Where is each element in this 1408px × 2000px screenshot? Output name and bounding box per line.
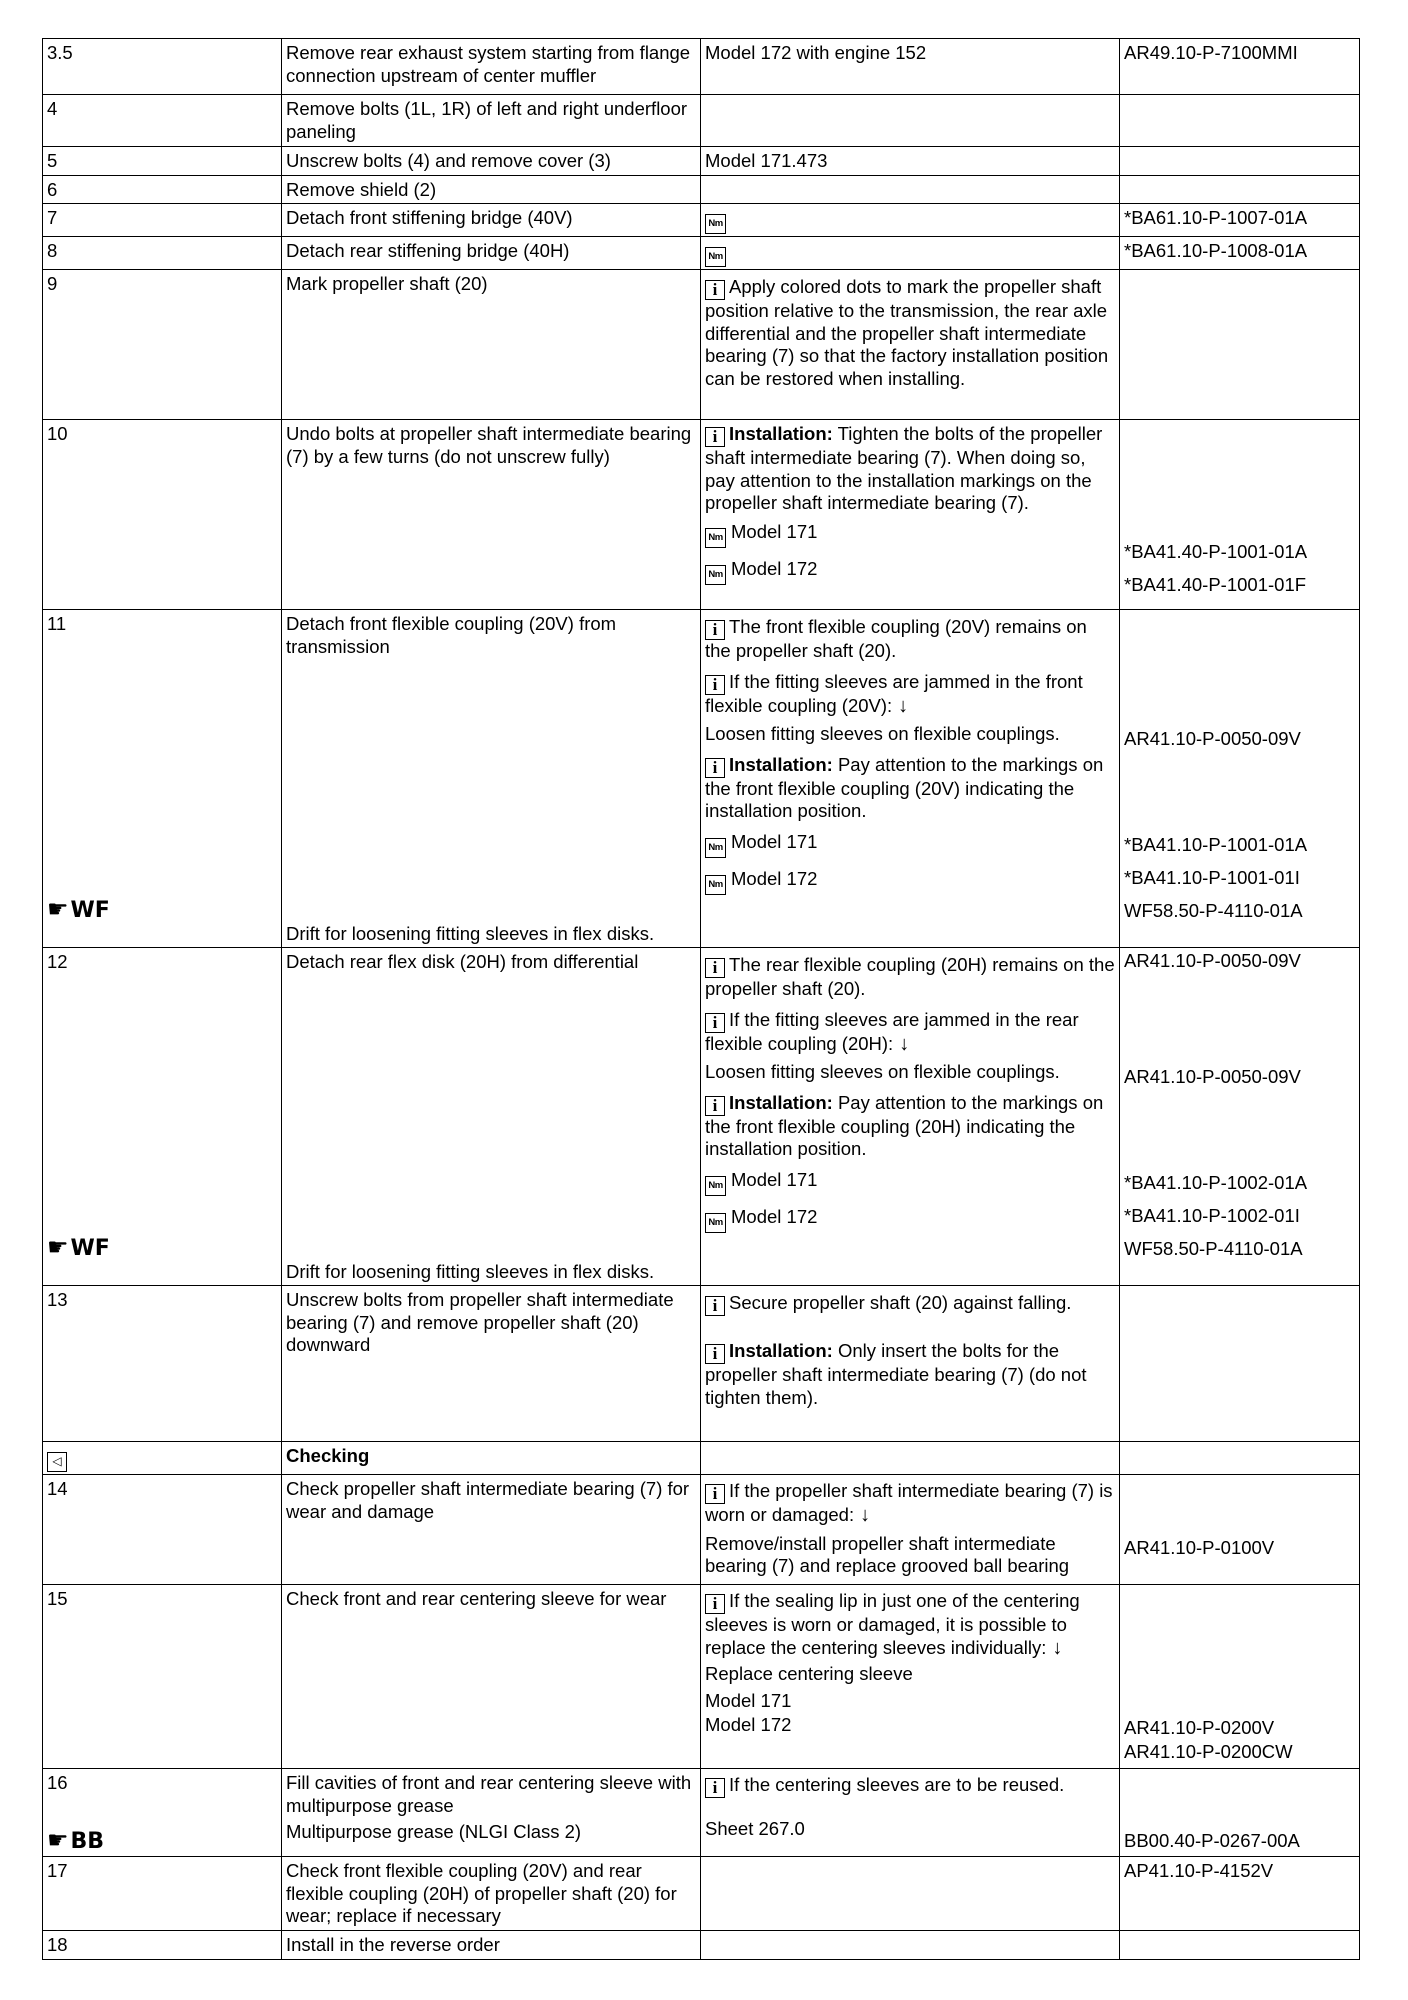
info-icon: i (705, 1484, 725, 1504)
step-description: Detach rear stiffening bridge (40H) (282, 237, 701, 270)
installation-label: Installation: (729, 1340, 833, 1361)
reference-link[interactable]: AR41.10-P-0050-09V (1124, 950, 1301, 971)
reference-link[interactable]: AR41.10-P-0200CW (1124, 1741, 1293, 1762)
table-row (43, 204, 1360, 237)
step-reference[interactable]: *BA61.10-P-1007-01A (1120, 204, 1360, 237)
model-label: Model 171 (731, 1168, 818, 1190)
step-number: 9 (43, 270, 282, 420)
note-text: Replace centering sleeve (705, 1663, 913, 1684)
table-row (43, 237, 1360, 270)
reference-link[interactable]: *BA41.40-P-1001-01F (1124, 573, 1307, 595)
step-number (43, 1769, 282, 1857)
step-reference[interactable]: *BA61.10-P-1008-01A (1120, 237, 1360, 270)
pointing-hand-icon: ☛ (47, 895, 69, 923)
table-row (43, 420, 1360, 610)
info-icon: i (705, 675, 725, 695)
model-label: Model 171 (731, 830, 818, 852)
info-icon: i (705, 1013, 725, 1033)
step-reference (1120, 1585, 1360, 1769)
step-note (701, 95, 1120, 147)
step-number: 15 (43, 1585, 282, 1769)
step-note (701, 1931, 1120, 1960)
step-reference (1120, 147, 1360, 176)
note-text: Only insert the bolts for the propeller shaft intermediate bearing (7) (do not tighten them). (705, 1340, 1087, 1408)
step-note (701, 420, 1120, 610)
note-text: If the propeller shaft intermediate bearing (7) is worn or damaged: (705, 1480, 1113, 1525)
table-row (43, 95, 1360, 147)
torque-nm-icon: Nm (705, 214, 726, 234)
note-text: Pay attention to the markings on the front flexible coupling (20H) indicating the installation position. (705, 1091, 1104, 1159)
installation-label: Installation: (729, 423, 833, 444)
reference-link[interactable]: BB00.40-P-0267-00A (1124, 1829, 1300, 1851)
note-text: Secure propeller shaft (20) against falling. (729, 1292, 1072, 1313)
info-icon: i (705, 758, 725, 778)
step-reference (1120, 1769, 1360, 1857)
table-row (43, 1442, 1360, 1475)
installation-label: Installation: (729, 753, 833, 775)
note-text: If the sealing lip in just one of the centering sleeves is worn or damaged, it is possible to replace the centering sleeves individually: (705, 1590, 1080, 1658)
info-icon: i (705, 1296, 725, 1316)
step-note: Model 171.473 (701, 147, 1120, 176)
reference-link[interactable]: AR41.10-P-0200V (1124, 1717, 1275, 1738)
info-icon: i (705, 427, 725, 447)
note-text: Apply colored dots to mark the propeller shaft position relative to the transmission, the rear axle differential and the propeller shaft intermediate bearing (7) so that the factory installation position can be restored when installing. (705, 276, 1109, 389)
reference-link[interactable]: *BA41.10-P-1001-01A (1124, 834, 1308, 855)
step-description: Check front flexible coupling (20V) and rear flexible coupling (20H) of propeller shaft (20) for wear; replace if necessary (282, 1857, 701, 1931)
step-note (701, 1442, 1120, 1475)
step-number-text: 16 (47, 1772, 68, 1793)
info-icon: i (705, 958, 725, 978)
step-note (701, 1585, 1120, 1769)
note-text: Pay attention to the markings on the front flexible coupling (20V) indicating the installation position. (705, 753, 1104, 821)
note-text: Loosen fitting sleeves on flexible couplings. (705, 723, 1060, 744)
step-number (43, 1442, 282, 1475)
reference-link[interactable]: *BA41.10-P-1001-01I (1124, 867, 1300, 888)
reference-link[interactable]: AR41.10-P-0100V (1124, 1537, 1275, 1558)
step-note (701, 610, 1120, 948)
step-number (43, 948, 282, 1286)
step-number: 7 (43, 204, 282, 237)
step-description: Detach front stiffening bridge (40V) (282, 204, 701, 237)
reference-link[interactable]: *BA41.40-P-1001-01A (1124, 541, 1308, 562)
step-description: Check front and rear centering sleeve for wear (282, 1585, 701, 1769)
step-reference (1120, 1286, 1360, 1442)
table-row (43, 610, 1360, 948)
model-label: Model 171 (705, 1689, 792, 1711)
step-reference[interactable]: AR49.10-P-7100MMI (1120, 39, 1360, 95)
down-arrow-icon: ↓ (860, 1504, 871, 1526)
table-row (43, 1857, 1360, 1931)
step-number: 4 (43, 95, 282, 147)
procedure-table (42, 38, 1360, 1960)
step-description: Unscrew bolts from propeller shaft intermediate bearing (7) and remove propeller shaft (20) downward (282, 1286, 701, 1442)
step-reference (1120, 948, 1360, 1286)
model-label: Model 172 (705, 1714, 792, 1735)
table-row (43, 1286, 1360, 1442)
torque-nm-icon: Nm (705, 875, 726, 895)
step-number: 17 (43, 1857, 282, 1931)
step-description: Remove shield (2) (282, 175, 701, 204)
table-row (43, 1769, 1360, 1857)
step-reference (1120, 1931, 1360, 1960)
step-note (701, 948, 1120, 1286)
special-tool-marker: ☛WF (47, 1233, 110, 1261)
step-number: 6 (43, 175, 282, 204)
reference-link[interactable]: AR41.10-P-0050-09V (1124, 1066, 1301, 1087)
table-row (43, 270, 1360, 420)
reference-link[interactable]: WF58.50-P-4110-01A (1124, 900, 1303, 921)
note-text: If the fitting sleeves are jammed in the front flexible coupling (20V): (705, 670, 1083, 716)
section-heading: Checking (282, 1442, 701, 1475)
step-note (701, 204, 1120, 237)
step-number (43, 610, 282, 948)
step-reference (1120, 95, 1360, 147)
note-text: If the centering sleeves are to be reused. (729, 1774, 1065, 1795)
table-row (43, 175, 1360, 204)
step-reference (1120, 420, 1360, 610)
reference-link[interactable]: AR41.10-P-0050-09V (1124, 728, 1301, 749)
step-reference (1120, 1475, 1360, 1585)
step-description: Mark propeller shaft (20) (282, 270, 701, 420)
torque-nm-icon: Nm (705, 565, 726, 585)
step-description: Remove rear exhaust system starting from flange connection upstream of center muffler (282, 39, 701, 95)
note-text: Remove/install propeller shaft intermediate bearing (7) and replace grooved ball bearing (705, 1532, 1070, 1576)
step-note (701, 1769, 1120, 1857)
step-number-text: 11 (47, 613, 67, 634)
special-tool-marker: ☛WF (47, 895, 110, 923)
step-description (282, 610, 701, 948)
torque-nm-icon: Nm (705, 247, 726, 267)
table-row (43, 1931, 1360, 1960)
reference-link[interactable]: *BA41.10-P-1002-01A (1124, 1172, 1308, 1193)
torque-nm-icon: Nm (705, 528, 726, 548)
step-reference (1120, 270, 1360, 420)
step-description: Undo bolts at propeller shaft intermediate bearing (7) by a few turns (do not unscrew fully) (282, 420, 701, 610)
description-text: Fill cavities of front and rear centering sleeve with multipurpose grease (286, 1772, 692, 1816)
down-arrow-icon: ↓ (899, 1032, 910, 1055)
table-row (43, 147, 1360, 176)
down-arrow-icon: ↓ (898, 694, 909, 717)
description-text: Detach rear flex disk (20H) from differential (286, 951, 639, 972)
operating-fluid-marker: ☛BB (47, 1826, 105, 1854)
tool-description: Drift for loosening fitting sleeves in flex disks. (286, 1260, 655, 1282)
step-note (701, 1857, 1120, 1931)
table-row (43, 39, 1360, 95)
step-description: Remove bolts (1L, 1R) of left and right underfloor paneling (282, 95, 701, 147)
step-description: Check propeller shaft intermediate bearing (7) for wear and damage (282, 1475, 701, 1585)
step-description: Install in the reverse order (282, 1931, 701, 1960)
info-icon: i (705, 1344, 725, 1364)
table-row (43, 1585, 1360, 1769)
note-text: The front flexible coupling (20V) remains on the propeller shaft (20). (705, 616, 1087, 661)
step-note (701, 237, 1120, 270)
step-description (282, 1769, 701, 1857)
note-text: Tighten the bolts of the propeller shaft intermediate bearing (7). When doing so, pay attention to the installation markings on the propeller shaft intermediate bearing (7). (705, 423, 1103, 513)
step-reference (1120, 175, 1360, 204)
note-text: The rear flexible coupling (20H) remains on the propeller shaft (20). (705, 954, 1115, 999)
step-note (701, 1286, 1120, 1442)
model-label: Model 172 (731, 557, 818, 579)
step-note (701, 1475, 1120, 1585)
info-icon: i (705, 1594, 725, 1614)
step-note (701, 270, 1120, 420)
torque-nm-icon: Nm (705, 838, 726, 858)
step-note: Model 172 with engine 152 (701, 39, 1120, 95)
step-number: 3.5 (43, 39, 282, 95)
info-icon: i (705, 620, 725, 640)
reference-link[interactable]: *BA41.10-P-1002-01I (1124, 1205, 1300, 1226)
description-text: Detach front flexible coupling (20V) from transmission (286, 613, 617, 657)
pointing-hand-icon: ☛ (47, 1826, 69, 1854)
grease-description: Multipurpose grease (NLGI Class 2) (286, 1821, 582, 1842)
note-text: Loosen fitting sleeves on flexible couplings. (705, 1061, 1060, 1082)
pointing-hand-icon: ☛ (47, 1233, 69, 1261)
torque-nm-icon: Nm (705, 1176, 726, 1196)
model-label: Model 172 (731, 1205, 818, 1227)
step-description (282, 948, 701, 1286)
step-number: 5 (43, 147, 282, 176)
model-label: Model 171 (731, 520, 818, 542)
down-arrow-icon: ↓ (1052, 1636, 1063, 1659)
sheet-label: Sheet 267.0 (705, 1818, 805, 1839)
step-description: Unscrew bolts (4) and remove cover (3) (282, 147, 701, 176)
info-icon: i (705, 1096, 725, 1116)
table-row (43, 948, 1360, 1286)
step-number: 14 (43, 1475, 282, 1585)
step-reference (1120, 610, 1360, 948)
table-row (43, 1475, 1360, 1585)
step-number: 13 (43, 1286, 282, 1442)
installation-label: Installation: (729, 1091, 833, 1113)
step-number: 8 (43, 237, 282, 270)
step-note (701, 175, 1120, 204)
torque-nm-icon: Nm (705, 1213, 726, 1233)
tool-description: Drift for loosening fitting sleeves in flex disks. (286, 922, 655, 944)
step-reference (1120, 1442, 1360, 1475)
back-arrow-icon: ◁ (47, 1452, 67, 1472)
info-icon: i (705, 1778, 725, 1798)
step-number: 10 (43, 420, 282, 610)
reference-link[interactable]: WF58.50-P-4110-01A (1124, 1238, 1303, 1259)
note-text: If the fitting sleeves are jammed in the rear flexible coupling (20H): (705, 1008, 1079, 1054)
info-icon: i (705, 280, 725, 300)
model-label: Model 172 (731, 867, 818, 889)
step-number-text: 12 (47, 951, 68, 972)
step-number: 18 (43, 1931, 282, 1960)
step-reference[interactable]: AP41.10-P-4152V (1120, 1857, 1360, 1931)
